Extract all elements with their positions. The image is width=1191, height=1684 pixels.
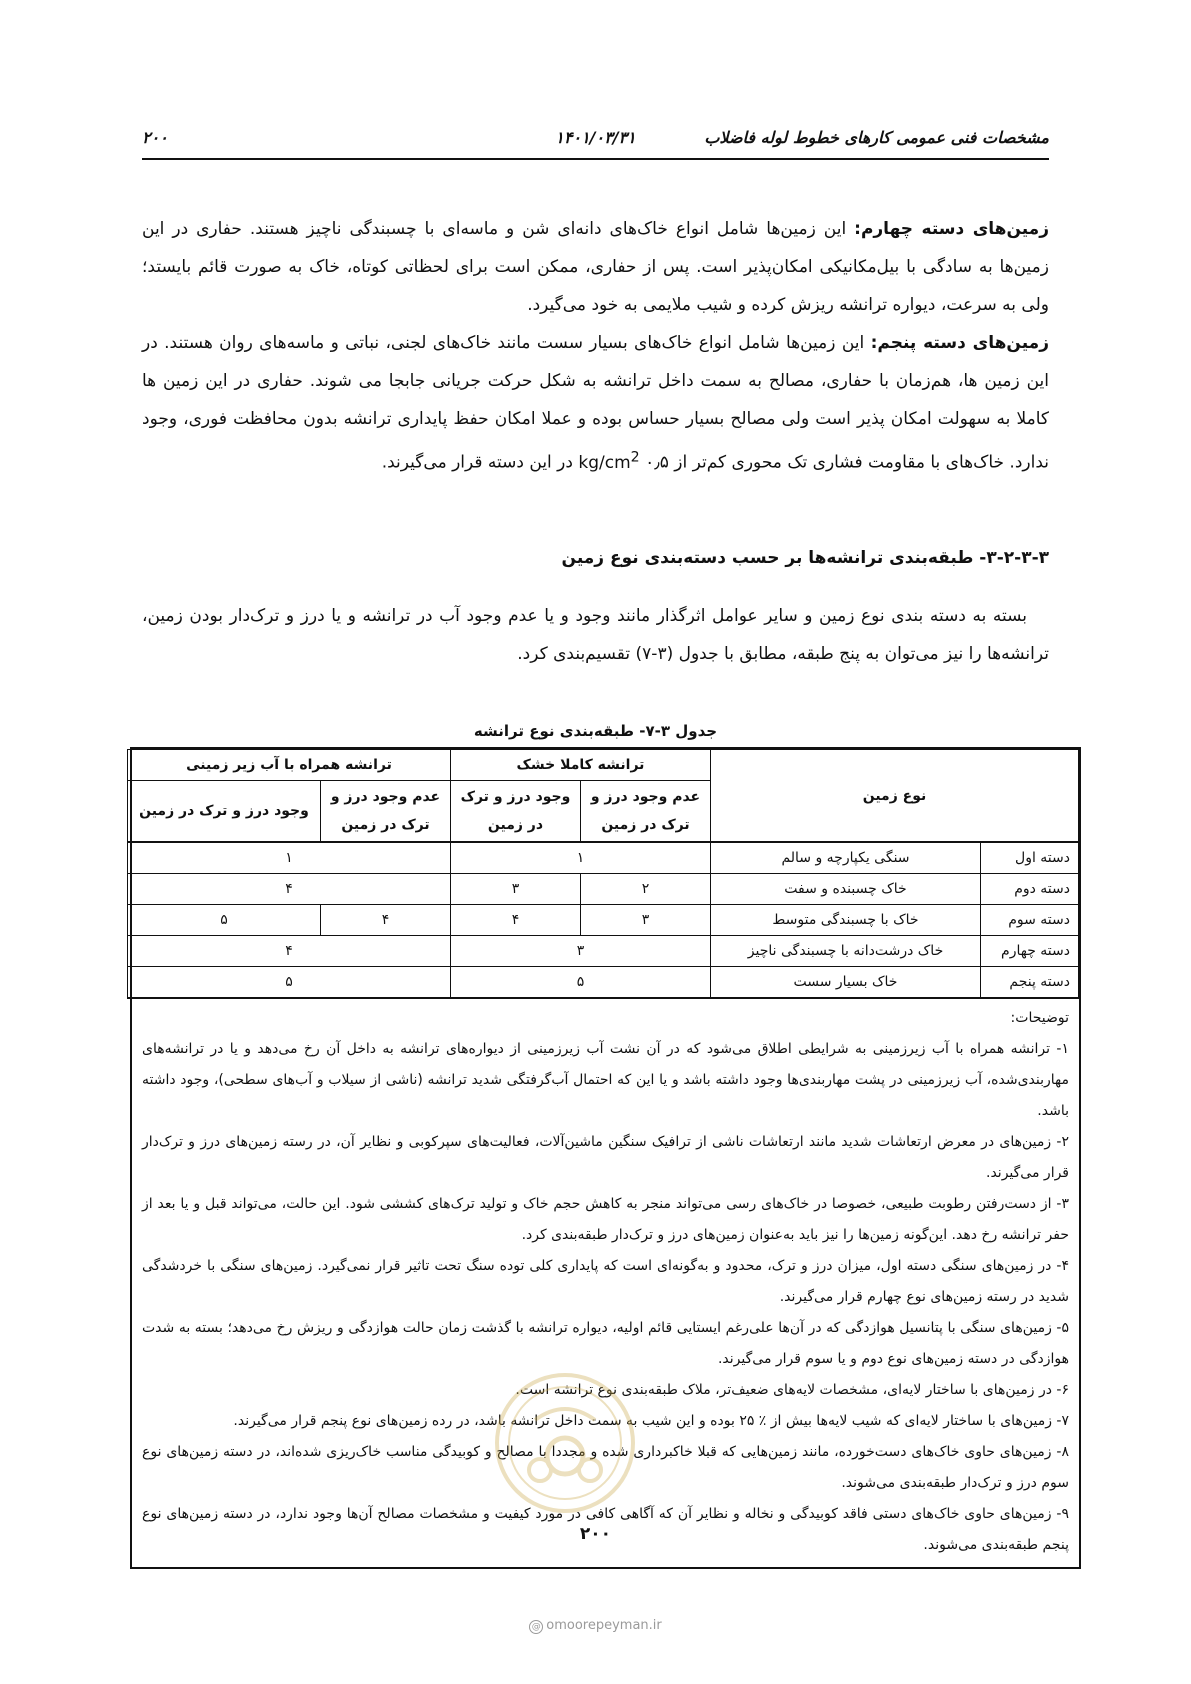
note-item: ۷- زمین‌های با ساختار لایه‌ای که شیب لایه‌ها بیش از ٪ ۲۵ بوده و این شیب به سمت داخل ترانشه باشد، در رده زمین‌های نوع پنجم قرار می‌گیرند. <box>233 1413 1069 1429</box>
row-water-class: ۴ <box>127 936 450 967</box>
row-dry-cracks-class: ۳ <box>450 874 580 905</box>
paragraph-category-5-label: زمین‌های دسته پنجم: <box>870 333 1049 353</box>
body-paragraphs <box>142 210 1049 482</box>
table-row <box>127 905 1078 936</box>
header-water-no-cracks: عدم وجود درز و ترک در زمین <box>320 781 450 843</box>
row-category: دسته اول <box>981 842 1079 874</box>
header-rule <box>142 158 1049 160</box>
header-page-number: ۲۰۰ <box>142 128 168 147</box>
note-item: ۶- در زمین‌های با ساختار لایه‌ای، مشخصات لایه‌های ضعیف‌تر، ملاک طبقه‌بندی نوع ترانشه است. <box>515 1382 1069 1398</box>
row-category: دسته دوم <box>981 874 1079 905</box>
section-paragraph <box>142 597 1049 673</box>
page-header <box>142 128 1049 150</box>
table-row <box>127 874 1078 905</box>
row-dry-cracks-class: ۴ <box>450 905 580 936</box>
notes-title: توضیحات: <box>1010 1010 1069 1026</box>
header-dry-cracks: وجود درز و ترک در زمین <box>450 781 580 843</box>
section-heading: ۳-۲-۳-۳- طبقه‌بندی ترانشه‌ها بر حسب دسته‌بندی نوع زمین <box>561 548 1049 568</box>
strength-unit-exponent: 2 <box>630 449 640 465</box>
at-sign-icon: @ <box>529 1620 543 1634</box>
header-title: مشخصات فنی عمومی کارهای خطوط لوله فاضلاب <box>704 128 1049 147</box>
paragraph-category-5 <box>142 324 1049 482</box>
row-water-no-cracks-class: ۴ <box>320 905 450 936</box>
table-row <box>127 967 1078 999</box>
row-description: خاک چسبنده و سفت <box>710 874 980 905</box>
paragraph-category-4-text: این زمین‌ها شامل انواع خاک‌های دانه‌ای شن و ماسه‌ای با چسبندگی ناچیز هستند. حفاری در این زمین‌ها به سادگی با بیل‌مکانیکی امکان‌پذیر است. پس از حفاری، ممکن است برای لحظاتی کوتاه، خاک به صورت قائم بایستد؛ ولی به سرعت، دیواره ترانشه ریزش کرده و شیب ملایمی به خود می‌گیرد. <box>142 219 1049 315</box>
row-description: خاک بسیار سست <box>710 967 980 999</box>
note-item: ۹- زمین‌های حاوی خاک‌های دستی فاقد کوبیدگی و نخاله و نظایر آن که آگاهی کافی در مورد کیفیت و مشخصات مصالح آن‌ها وجود ندارد، در دسته زمین‌های نوع پنجم طبقه‌بندی می‌شوند. <box>142 1506 1069 1553</box>
note-item: ۳- از دست‌رفتن رطوبت طبیعی، خصوصا در خاک‌های رسی می‌تواند منجر به کاهش حجم خاک و تولید ترک‌های کششی شود. این حالت، می‌تواند قبل و یا بعد از حفر ترانشه رخ دهد. این‌گونه زمین‌ها را نیز باید به‌عنوان زمین‌های درز و ترک‌دار طبقه‌بندی کرد. <box>142 1196 1069 1243</box>
row-description: خاک درشت‌دانه با چسبندگی ناچیز <box>710 936 980 967</box>
row-dry-no-cracks-class: ۲ <box>580 874 710 905</box>
row-category: دسته چهارم <box>981 936 1079 967</box>
paragraph-category-5-text: این زمین‌ها شامل انواع خاک‌های بسیار سست مانند خاک‌های لجنی، نباتی و ماسه‌های روان هستند. در این زمین ها، هم‌زمان با حفاری، مصالح به سمت داخل ترانشه به شکل حرکت جریانی جابجا می شوند. حفاری در این زمین ها کاملا به سهولت امکان پذیر است ولی مصالح بسیار حساس بوده و عملا امکان حفظ پایداری ترانشه بدون محافظت فوری، وجود ندارد. خاک‌های با مقاومت فشاری تک محوری کم‌تر از <box>142 333 1049 473</box>
row-category: دسته سوم <box>981 905 1079 936</box>
row-description: خاک با چسبندگی متوسط <box>710 905 980 936</box>
header-dry-no-cracks: عدم وجود درز و ترک در زمین <box>580 781 710 843</box>
row-dry-no-cracks-class: ۳ <box>580 905 710 936</box>
header-soil-type: نوع زمین <box>710 750 1078 843</box>
strength-unit-base: kg/cm <box>578 452 631 473</box>
table-caption: جدول ۳-۷- طبقه‌بندی نوع ترانشه <box>473 722 718 740</box>
row-water-cracks-class: ۵ <box>127 905 320 936</box>
row-description: سنگی یکپارچه و سالم <box>710 842 980 874</box>
classification-grid <box>127 749 1079 999</box>
footer-page-number: ۲۰۰ <box>579 1524 612 1544</box>
table-row <box>127 842 1078 874</box>
note-item: ۲- زمین‌های در معرض ارتعاشات شدید مانند ارتعاشات ناشی از ترافیک سنگین ماشین‌آلات، فعالیت‌های سپرکوبی و نظایر آن، در رسته زمین‌های درز و ترک‌دار قرار می‌گیرند. <box>142 1134 1069 1181</box>
note-item: ۵- زمین‌های سنگی با پتانسیل هوازدگی که در آن‌ها علی‌رغم ایستایی قائم اولیه، دیواره ترانشه با گذشت زمان حالت هوازدگی و ریزش رخ می‌دهد؛ بسته به شدت هوازدگی در دسته زمین‌های نوع دوم و یا سوم قرار می‌گیرند. <box>142 1320 1069 1367</box>
header-date: ۱۴۰۱/۰۳/۳۱ <box>555 128 636 147</box>
header-dry-trench: ترانشه کاملا خشک <box>450 750 710 781</box>
section-paragraph-text: بسته به دسته بندی نوع زمین و سایر عوامل اثرگذار مانند وجود و یا عدم وجود آب در ترانشه و یا درز و ترک‌دار بودن زمین، ترانشه‌ها را نیز می‌توان به پنج طبقه، مطابق با جدول (۳-۷) تقسیم‌بندی کرد. <box>142 606 1049 664</box>
footer-url <box>0 1618 1191 1634</box>
note-item: ۱- ترانشه همراه با آب زیرزمینی به شرایطی اطلاق می‌شود که در آن نشت آب زیرزمینی از دیواره‌های ترانشه به داخل آن رخ می‌دهد و یا در ترانشه‌های مهاربندی‌شده، آب زیرزمینی در پشت مهاربندی‌ها وجود داشته باشد و یا این که احتمال آب‌گرفتگی شدید ترانشه (ناشی از سیلاب و آب‌های سطحی)، وجود داشته باشد. <box>142 1041 1069 1119</box>
row-dry-class: ۵ <box>450 967 710 999</box>
footer-url-text: omoorepeyman.ir <box>546 1618 662 1633</box>
table-notes <box>132 999 1079 1567</box>
header-water-cracks: وجود درز و ترک در زمین <box>127 781 320 843</box>
row-water-class: ۵ <box>127 967 450 999</box>
header-groundwater-trench: ترانشه همراه با آب زیر زمینی <box>127 750 450 781</box>
table-header-row-1 <box>127 750 1078 781</box>
paragraph-category-4-label: زمین‌های دسته چهارم: <box>854 219 1049 239</box>
table-row <box>127 936 1078 967</box>
note-item: ۴- در زمین‌های سنگی دسته اول، میزان درز و ترک، محدود و به‌گونه‌ای است که پایداری کلی توده سنگ تحت تاثیر قرار نمی‌گیرد. زمین‌های سنگی با خردشدگی شدید در رسته زمین‌های نوع چهارم قرار می‌گیرند. <box>142 1258 1069 1305</box>
row-dry-class: ۱ <box>450 842 710 874</box>
note-item: ۸- زمین‌های حاوی خاک‌های دست‌خورده، مانند زمین‌هایی که قبلا خاکبرداری شده و مجددا با مصالح و کوبیدگی مناسب خاک‌ریزی شده‌اند، در دسته زمین‌های نوع سوم درز و ترک‌دار طبقه‌بندی می‌شوند. <box>142 1444 1069 1491</box>
strength-unit <box>578 449 640 473</box>
row-dry-class: ۳ <box>450 936 710 967</box>
paragraph-category-5-tail: در این دسته قرار می‌گیرند. <box>381 452 579 473</box>
paragraph-category-4 <box>142 210 1049 324</box>
row-water-class: ۴ <box>127 874 450 905</box>
row-category: دسته پنجم <box>981 967 1079 999</box>
strength-value: ۰٫۵ <box>645 452 669 473</box>
row-water-class: ۱ <box>127 842 450 874</box>
trench-classification-table <box>130 747 1081 1569</box>
